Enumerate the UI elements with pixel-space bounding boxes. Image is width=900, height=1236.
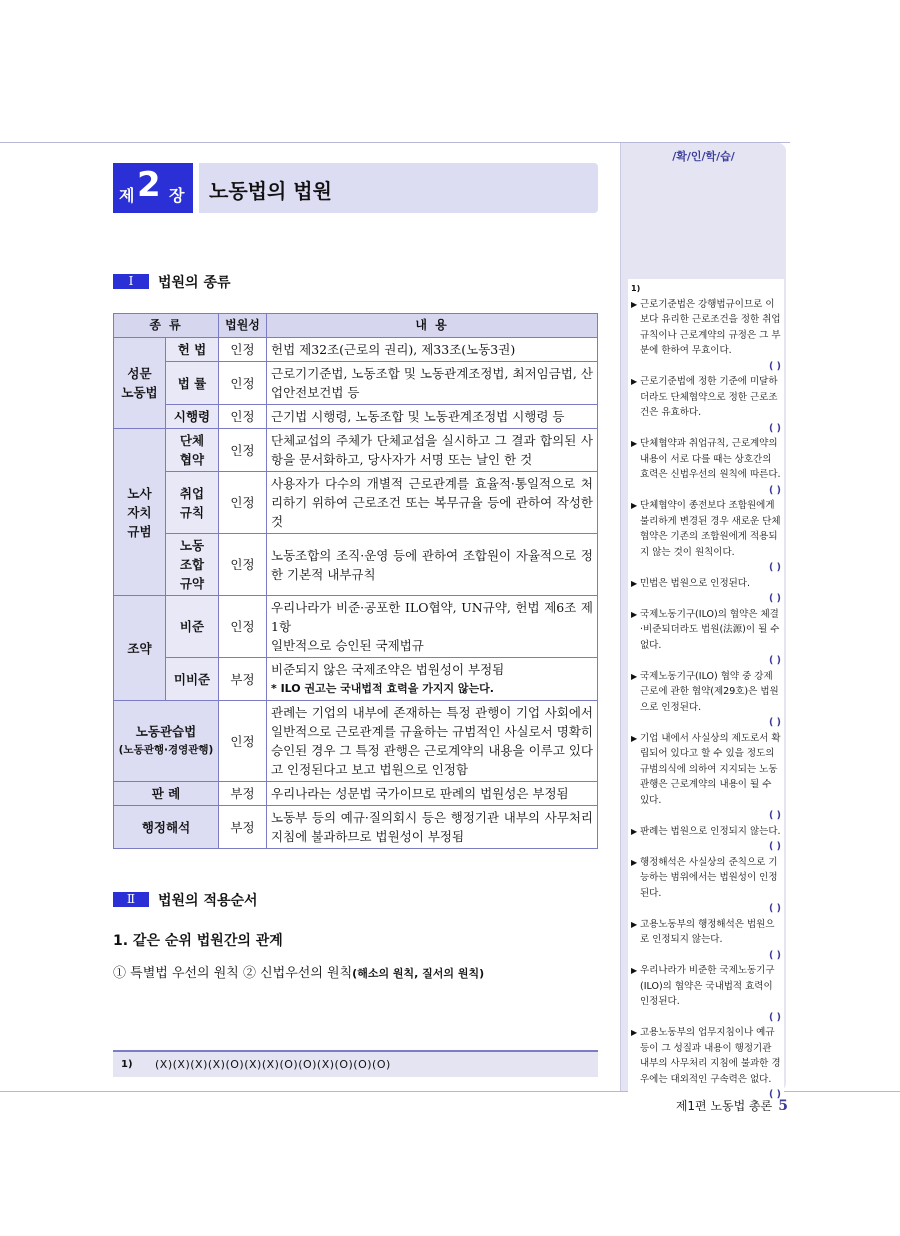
quiz-text: 근로기준법에 정한 기준에 미달하더라도 단체협약으로 정한 근로조건은 유효하다. [640, 376, 778, 418]
bullet-triangle-icon: ▶ [631, 919, 638, 929]
bullet-triangle-icon: ▶ [631, 501, 638, 510]
answer-bar [113, 1050, 598, 1077]
content-cell: 노동부 등의 예규·질의회시 등은 행정기관 내부의 사무처리 지침에 불과하므로 법원성이 부정됨 [267, 806, 598, 849]
bullet-triangle-icon: ▶ [631, 1028, 638, 1037]
status-cell: 인정 [219, 362, 267, 405]
chapter-suffix: 장 [169, 186, 185, 205]
chapter-prefix: 제 [119, 186, 135, 205]
quiz-item [631, 824, 781, 855]
answer-blank[interactable]: ( ) [769, 422, 781, 434]
content-cell: 근기법 시행령, 노동조합 및 노동관계조정법 시행령 등 [267, 405, 598, 429]
quiz-item [631, 436, 781, 498]
table-row [114, 782, 598, 806]
group-written-law: 성문 노동법 [114, 338, 166, 429]
table-row [114, 806, 598, 849]
bullet-triangle-icon: ▶ [631, 857, 638, 867]
content-cell: 사용자가 다수의 개별적 근로관계를 효율적·통일적으로 처리하기 위하여 근로조건 또는 복무규율 등에 관하여 작성한 것 [267, 472, 598, 534]
table-row [114, 596, 598, 658]
type-cell: 판 례 [114, 782, 219, 806]
group-treaty: 조약 [114, 596, 166, 701]
type-cell: 헌 법 [166, 338, 219, 362]
status-cell: 부정 [219, 782, 267, 806]
status-cell: 인정 [219, 701, 267, 782]
quiz-text: 판례는 법원으로 인정되지 않는다. [640, 825, 781, 837]
table-header-row [114, 314, 598, 338]
answer-text: (X)(X)(X)(X)(O)(X)(X)(O)(O)(X)(O)(O)(O) [155, 1058, 391, 1071]
status-cell: 인정 [219, 405, 267, 429]
table-row [114, 658, 598, 701]
custom-law-sub: (노동관행·경영관행) [118, 744, 214, 756]
sources-table [113, 313, 598, 849]
quiz-text: 민법은 법원으로 인정된다. [640, 577, 751, 589]
quiz-item [631, 963, 781, 1025]
section2-title: 법원의 적용순서 [158, 893, 258, 909]
quiz-list [631, 297, 781, 1103]
answer-blank[interactable]: ( ) [769, 903, 781, 914]
table-row [114, 472, 598, 534]
answer-blank[interactable]: ( ) [769, 717, 781, 728]
answer-blank[interactable]: ( ) [769, 562, 781, 573]
quiz-item [631, 917, 781, 964]
content-cell: 노동조합의 조직·운영 등에 관하여 조합원이 자율적으로 정한 기본적 내부규칙 [267, 534, 598, 596]
section1-title: 법원의 종류 [158, 275, 231, 291]
custom-law-label: 노동관습법 [135, 724, 197, 739]
content-cell [267, 658, 598, 701]
quiz-item [631, 855, 781, 917]
table-row [114, 405, 598, 429]
status-cell: 부정 [219, 806, 267, 849]
type-cell: 시행령 [166, 405, 219, 429]
header-status: 법원성 [219, 314, 267, 338]
answer-blank[interactable]: ( ) [769, 810, 781, 821]
bullet-triangle-icon: ▶ [631, 439, 638, 448]
quiz-text: 국제노동기구(ILO)의 협약은 체결·비준되더라도 법원(法源)이 될 수 없다. [640, 608, 780, 651]
answer-blank[interactable]: ( ) [769, 841, 781, 852]
section1-badge: Ⅰ [113, 274, 149, 289]
table-row [114, 362, 598, 405]
sidebar-title: /확/인/학/습/ [672, 150, 735, 163]
quiz-box [628, 279, 784, 1105]
subsection-title: 1. 같은 순위 법원간의 관계 [113, 933, 283, 949]
type-cell: 취업 규칙 [166, 472, 219, 534]
content-cell: 단체교섭의 주체가 단체교섭을 실시하고 그 결과 합의된 사항을 문서화하고, 당사자가 서명 또는 날인 한 것 [267, 429, 598, 472]
table-row [114, 338, 598, 362]
type-cell: 단체 협약 [166, 429, 219, 472]
content-cell [267, 596, 598, 658]
bullet-triangle-icon: ▶ [631, 377, 638, 386]
quiz-item [631, 1025, 781, 1103]
page-number: 5 [778, 1098, 788, 1114]
group-autonomous-norms: 노사 자치 규범 [114, 429, 166, 596]
status-cell: 인정 [219, 338, 267, 362]
status-cell: 부정 [219, 658, 267, 701]
table-row [114, 429, 598, 472]
type-cell: 비준 [166, 596, 219, 658]
content-line: 일반적으로 승인된 국제법규 [271, 638, 424, 653]
answer-blank[interactable]: ( ) [769, 484, 781, 496]
type-cell [114, 701, 219, 782]
chapter-number-box [113, 163, 193, 213]
quiz-item [631, 731, 781, 824]
chapter-title: 노동법의 법원 [209, 179, 332, 203]
quiz-text: 근로기준법은 강행법규이므로 이보다 유리한 근로조건을 정한 취업규칙이나 근로계약의 규정은 그 부분에 한하여 무효이다. [640, 298, 781, 356]
bullet-triangle-icon: ▶ [631, 671, 638, 681]
principles-paren: (해소의 원칙, 질서의 원칙) [352, 967, 485, 980]
content-cell: 근로기기준법, 노동조합 및 노동관계조정법, 최저임금법, 산업안전보건법 등 [267, 362, 598, 405]
status-cell: 인정 [219, 472, 267, 534]
quiz-item [631, 297, 781, 375]
type-cell: 미비준 [166, 658, 219, 701]
quiz-item [631, 498, 781, 576]
bullet-triangle-icon: ▶ [631, 733, 638, 743]
status-cell: 인정 [219, 534, 267, 596]
bullet-triangle-icon: ▶ [631, 578, 638, 588]
header-content: 내 용 [267, 314, 598, 338]
ilo-note: * ILO 권고는 국내법적 효력을 가지지 않는다. [271, 682, 494, 695]
principles-text: ① 특별법 우선의 원칙 ② 신법우선의 원칙 [113, 966, 353, 981]
content-cell: 헌법 제32조(근로의 권리), 제33조(노동3권) [267, 338, 598, 362]
table-row [114, 534, 598, 596]
content-cell: 우리나라는 성문법 국가이므로 판례의 법원성은 부정됨 [267, 782, 598, 806]
bullet-triangle-icon: ▶ [631, 609, 638, 619]
quiz-item [631, 669, 781, 731]
quiz-item [631, 607, 781, 669]
type-cell: 행정해석 [114, 806, 219, 849]
bullet-triangle-icon: ▶ [631, 966, 638, 975]
chapter-number: 2 [137, 165, 161, 205]
quiz-text: 기업 내에서 사실상의 제도로서 확립되어 있다고 할 수 있을 정도의 규범의식에 의하여 지지되는 노동관행은 근로계약의 내용이 될 수 있다. [640, 732, 781, 806]
type-cell: 노동 조합 규약 [166, 534, 219, 596]
quiz-item [631, 576, 781, 607]
quiz-number: 1) [631, 284, 641, 293]
answer-blank[interactable]: ( ) [769, 1011, 781, 1023]
quiz-item [631, 374, 781, 436]
status-cell: 인정 [219, 429, 267, 472]
quiz-text: 단체협약과 취업규칙, 근로계약의 내용이 서로 다를 때는 상호간의 효력은 신법우선의 원칙에 따른다. [640, 438, 781, 480]
answer-blank[interactable]: ( ) [769, 949, 781, 961]
page-footer [676, 1097, 788, 1114]
bullet-triangle-icon: ▶ [631, 826, 638, 836]
quiz-text: 고용노동부의 업무지침이나 예규 등이 그 성질과 내용이 행정기관 내부의 사무처리 지침에 불과한 경우에는 대외적인 구속력은 없다. [640, 1027, 781, 1085]
quiz-text: 고용노동부의 행정해석은 법원으로 인정되지 않는다. [640, 918, 775, 945]
chapter-title-bar [199, 163, 598, 213]
content-cell: 관례는 기업의 내부에 존재하는 특정 관행이 기업 사회에서 일반적으로 근로관계를 규율하는 규범적인 사실로서 명확히 승인된 경우 그 특정 관행은 근로계약의 내용을 이루고 있다고 인정된다고 보고 법원으로 인정함 [267, 701, 598, 782]
bullet-triangle-icon: ▶ [631, 299, 638, 309]
answer-blank[interactable]: ( ) [769, 360, 781, 372]
type-cell: 법 률 [166, 362, 219, 405]
quiz-text: 우리나라가 비준한 국제노동기구(ILO)의 협약은 국내법적 효력이 인정된다. [640, 965, 775, 1007]
content-line: 비준되지 않은 국제조약은 법원성이 부정됨 [271, 662, 505, 677]
quiz-text: 행정해석은 사실상의 준칙으로 기능하는 범위에서는 법원성이 인정된다. [640, 856, 778, 899]
answer-number: 1) [121, 1059, 133, 1070]
header-type: 종 류 [114, 314, 219, 338]
footer-text: 제1편 노동법 총론 [675, 1099, 773, 1113]
section2-badge: Ⅱ [113, 892, 149, 907]
principles-line [113, 962, 484, 981]
answer-blank[interactable]: ( ) [769, 1089, 781, 1100]
quiz-text: 국제노동기구(ILO) 협약 중 강제근로에 관한 협약(제29호)은 법원으로 인정된다. [640, 670, 779, 713]
answer-blank[interactable]: ( ) [769, 655, 781, 666]
table-row [114, 701, 598, 782]
content-line: 우리나라가 비준·공포한 ILO협약, UN규약, 헌법 제6조 제1항 [271, 600, 593, 634]
quiz-text: 단체협약이 종전보다 조합원에게 불리하게 변경된 경우 새로운 단체협약은 기존의 조합원에게 적용되지 않는 것이 원칙이다. [640, 500, 781, 558]
answer-blank[interactable]: ( ) [769, 593, 781, 604]
status-cell: 인정 [219, 596, 267, 658]
